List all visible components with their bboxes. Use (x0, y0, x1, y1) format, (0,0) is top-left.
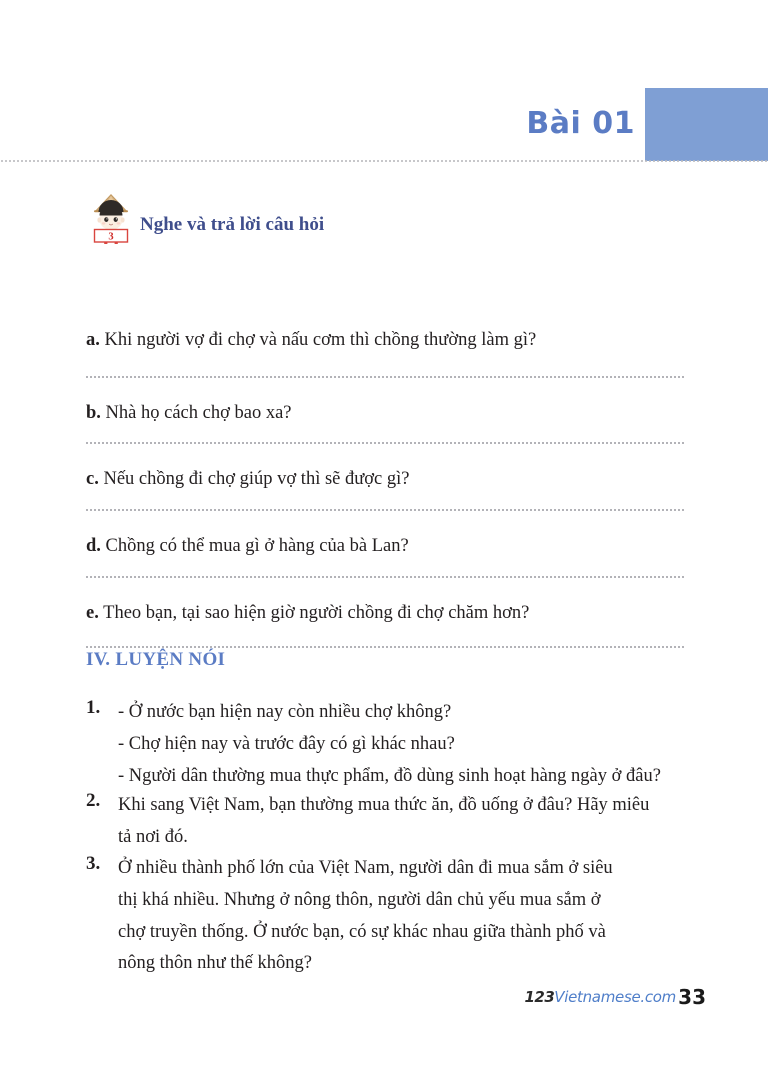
question-d-text: Chồng có thể mua gì ở hàng của bà Lan? (105, 536, 409, 556)
speaking-task-1 (86, 697, 696, 792)
site-logo-name: Vietnamese.com (554, 988, 676, 1006)
lesson-badge-box (645, 88, 768, 161)
question-e-label: e. (86, 603, 99, 623)
question-d-label: d. (86, 536, 101, 556)
speaking-task-2 (86, 790, 696, 854)
speaking-task-3-line-3: chợ truyền thống. Ở nước bạn, có sự khác nhau giữa thành phố và (118, 921, 606, 942)
answer-line-e[interactable] (85, 646, 685, 648)
answer-line-b[interactable] (85, 442, 685, 444)
speaking-task-1-line-3: - Người dân thường mua thực phẩm, đồ dùng sinh hoạt hàng ngày ở đâu? (118, 765, 661, 786)
speaking-task-2-body (118, 790, 696, 854)
question-e (86, 602, 686, 625)
listening-header (0, 190, 768, 246)
question-c-text: Nếu chồng đi chợ giúp vợ thì sẽ được gì? (103, 469, 410, 489)
speaking-task-1-number: 1. (86, 697, 101, 718)
answer-line-c[interactable] (85, 509, 685, 511)
speaking-task-3-number: 3. (86, 853, 101, 874)
speaking-section-heading: IV. LUYỆN NÓI (86, 649, 226, 670)
speaking-task-2-number: 2. (86, 790, 101, 811)
speaking-task-1-line-1: - Ở nước bạn hiện nay còn nhiều chợ không? (118, 702, 452, 722)
speaking-task-3-line-2: thị khá nhiều. Nhưng ở nông thôn, người dân chủ yếu mua sắm ở (118, 889, 601, 910)
question-b-label: b. (86, 403, 101, 423)
speaking-task-2-line-2: tả nơi đó. (118, 826, 188, 847)
answer-line-a[interactable] (85, 376, 685, 378)
speaking-task-3 (86, 853, 696, 980)
question-b-text: Nhà họ cách chợ bao xa? (105, 403, 292, 423)
header-divider (0, 160, 768, 162)
site-logo-prefix: 123 (524, 988, 555, 1006)
page-number: 33 (678, 985, 706, 1009)
page-footer (0, 985, 768, 1022)
question-e-text: Theo bạn, tại sao hiện giờ người chồng đi chợ chăm hơn? (103, 603, 530, 623)
site-logo (524, 988, 676, 1006)
question-c (86, 468, 686, 491)
speaking-task-3-line-1: Ở nhiều thành phố lớn của Việt Nam, người dân đi mua sắm ở siêu (118, 858, 613, 878)
speaking-task-3-line-4: nông thôn như thế không? (118, 953, 312, 974)
mascot-task-number: 3 (108, 231, 114, 243)
page-header (0, 0, 768, 163)
speaking-task-3-body (118, 853, 696, 980)
listening-section (0, 190, 768, 623)
question-a (86, 329, 686, 352)
question-d (86, 535, 686, 558)
question-c-label: c. (86, 469, 99, 489)
speaking-task-1-body (118, 697, 696, 792)
lesson-title: Bài 01 (526, 106, 635, 141)
speaking-task-2-line-1: Khi sang Việt Nam, bạn thường mua thức ăn, đồ uống ở đâu? Hãy miêu (118, 795, 650, 815)
listening-heading: Nghe và trả lời câu hỏi (140, 214, 325, 235)
answer-line-d[interactable] (85, 576, 685, 578)
question-b (86, 402, 686, 425)
question-a-text: Khi người vợ đi chợ và nấu cơm thì chồng thường làm gì? (104, 330, 537, 350)
speaking-task-1-line-2: - Chợ hiện nay và trước đây có gì khác nhau? (118, 733, 455, 754)
vietnamese-boy-conical-hat-icon (88, 192, 134, 244)
question-a-label: a. (86, 330, 100, 350)
